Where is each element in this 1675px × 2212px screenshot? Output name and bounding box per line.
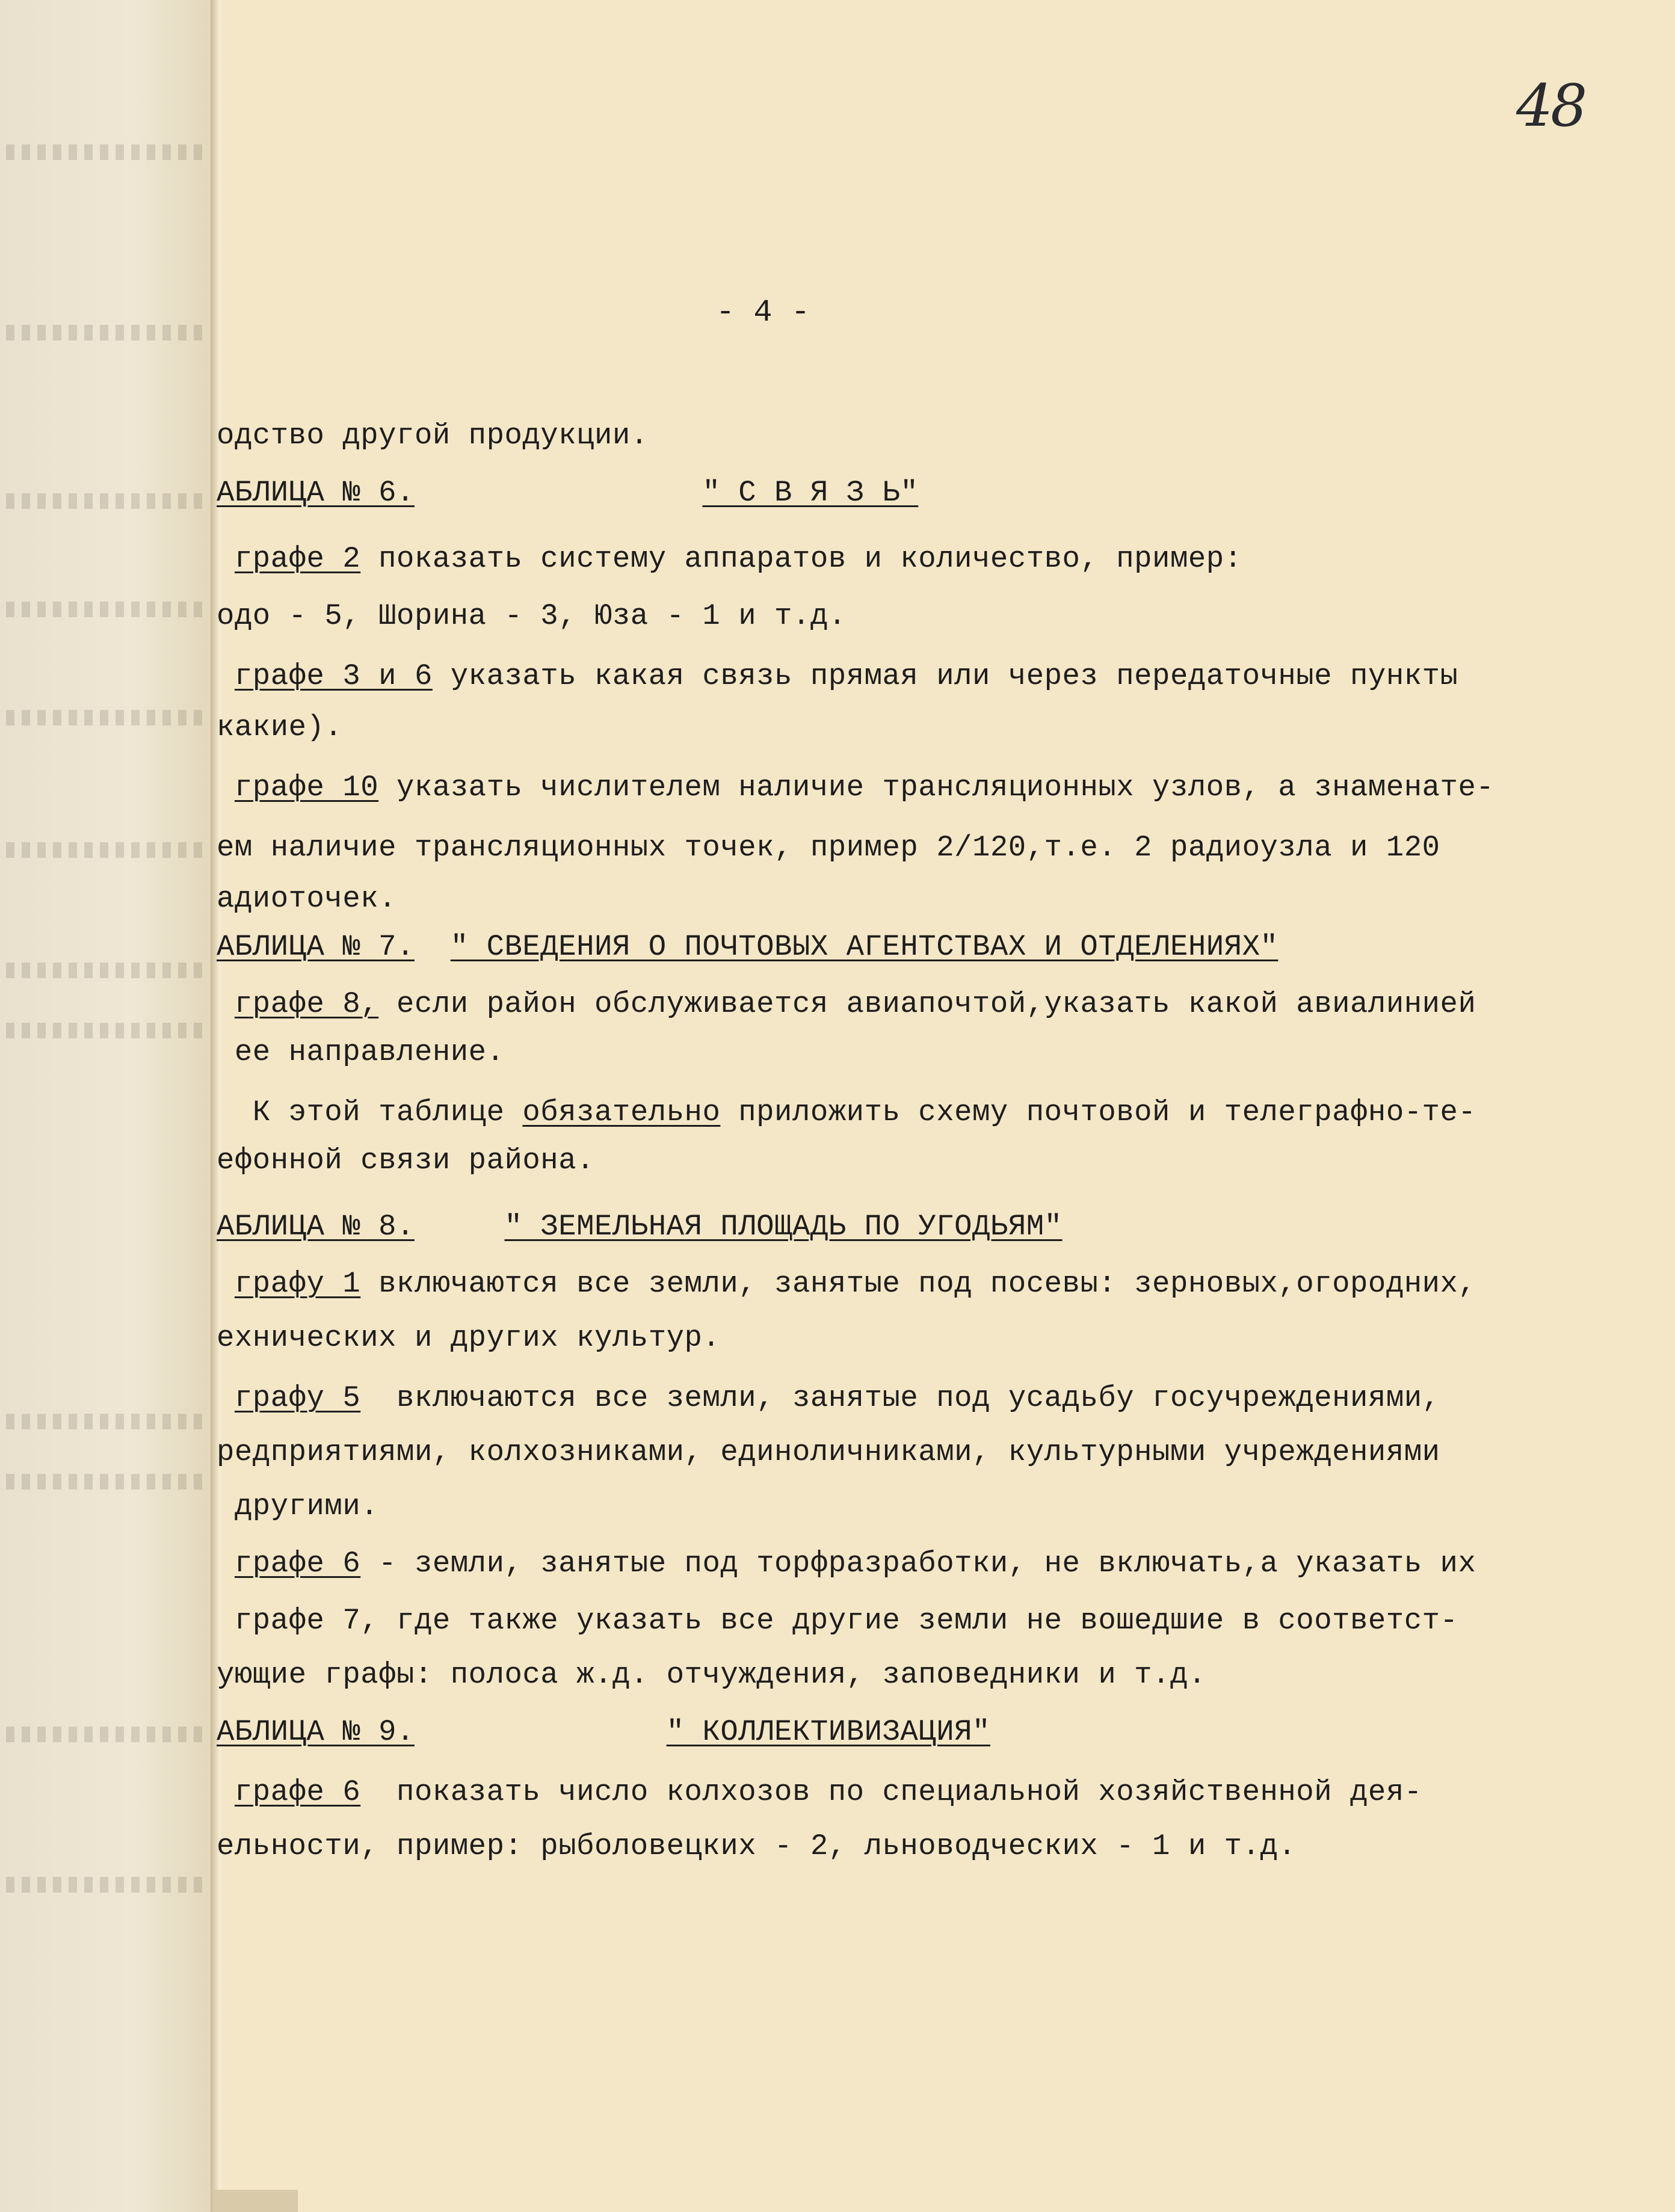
text-span: графе 7, где также указать все другие земли не вошедшие в соответст- — [217, 1604, 1458, 1637]
text-span: какие). — [217, 710, 343, 744]
underlined-term: " КОЛЛЕКТИВИЗАЦИЯ" — [666, 1715, 990, 1749]
text-line — [217, 544, 1242, 574]
bleed-through-text — [6, 1414, 205, 1429]
text-span — [415, 1210, 505, 1243]
text-span: ефонной связи района. — [217, 1144, 595, 1177]
underlined-term: " ЗЕМЕЛЬНАЯ ПЛОЩАДЬ ПО УГОДЬЯМ" — [504, 1210, 1063, 1243]
underlined-term: графе 2 — [234, 542, 361, 576]
previous-page-edge — [0, 0, 223, 2212]
bleed-through-text — [6, 493, 205, 509]
bleed-through-text — [6, 1474, 205, 1490]
bleed-through-text — [6, 325, 205, 340]
text-span: приложить схему почтовой и телеграфно-те- — [720, 1095, 1476, 1129]
text-line — [217, 1212, 1063, 1242]
underlined-term: графе 6 — [234, 1775, 361, 1809]
bleed-through-text — [6, 144, 205, 160]
text-span: одство другой продукции. — [217, 419, 649, 452]
bleed-through-text — [6, 1023, 205, 1038]
text-span: ельности, пример: рыболовецких - 2, льноводческих - 1 и т.д. — [217, 1829, 1297, 1863]
text-line — [217, 1715, 990, 1749]
underlined-term: " СВЕДЕНИЯ О ПОЧТОВЫХ АГЕНТСТВАХ И ОТДЕЛЕНИЯХ" — [450, 930, 1279, 964]
text-span: ующие графы: полоса ж.д. отчуждения, заповедники и т.д. — [217, 1658, 1206, 1692]
text-span: одо - 5, Шорина - 3, Юза - 1 и т.д. — [217, 599, 847, 633]
underlined-term: АБЛИЦА № 8. — [217, 1210, 415, 1243]
text-line — [217, 1549, 1476, 1579]
text-line — [217, 833, 1440, 863]
text-line — [217, 1323, 720, 1353]
bleed-through-text — [6, 602, 205, 617]
text-span — [217, 771, 235, 804]
text-span: указать какая связь прямая или через передаточные пункты — [432, 659, 1458, 693]
text-line — [217, 659, 1458, 693]
bleed-through-text — [6, 963, 205, 978]
underlined-term: графе 10 — [234, 771, 379, 804]
text-span: если район обслуживается авиапочтой,указать какой авиалинией — [378, 987, 1476, 1021]
text-line — [217, 1606, 1458, 1636]
text-span: ем наличие трансляционных точек, пример 2/120,т.е. 2 радиоузла и 120 — [217, 831, 1440, 864]
text-line — [217, 478, 918, 508]
underlined-term: графе 8, — [234, 987, 379, 1021]
text-line — [217, 1095, 1476, 1129]
text-span — [415, 930, 451, 964]
text-span: ее направление. — [217, 1035, 505, 1069]
text-line — [217, 1435, 1440, 1469]
text-line — [217, 599, 847, 633]
text-span — [415, 1715, 667, 1749]
text-span — [217, 987, 235, 1021]
bleed-through-text — [6, 710, 205, 726]
text-span: редприятиями, колхозниками, единоличниками, культурными учреждениями — [217, 1435, 1440, 1469]
text-span: - земли, занятые под торфразработки, не включать,а указать их — [360, 1547, 1476, 1580]
binding-strip — [214, 2190, 298, 2212]
text-line — [217, 987, 1476, 1021]
text-line — [217, 1381, 1440, 1415]
text-span: указать числителем наличие трансляционных узлов, а знаменате- — [378, 771, 1495, 804]
text-span — [217, 1775, 235, 1809]
text-span — [217, 1381, 235, 1415]
text-line — [217, 1269, 1476, 1299]
text-span: показать систему аппаратов и количество, пример: — [360, 542, 1242, 576]
text-span: включаются все земли, занятые под посевы: зерновых,огородних, — [360, 1267, 1476, 1301]
page-number: - 4 - — [716, 295, 810, 330]
underlined-term: обязательно — [522, 1095, 721, 1129]
text-line — [217, 884, 396, 914]
underlined-term: графу 5 — [234, 1381, 361, 1415]
bleed-through-text — [6, 1727, 205, 1742]
text-line — [217, 1660, 1206, 1690]
text-span — [415, 476, 702, 510]
underlined-term: графу 1 — [234, 1267, 361, 1301]
text-line — [217, 1829, 1297, 1863]
text-line — [217, 932, 1278, 962]
text-span — [217, 1267, 235, 1301]
bleed-through-text — [6, 1877, 205, 1893]
underlined-term: АБЛИЦА № 9. — [217, 1715, 415, 1749]
text-line — [217, 1035, 505, 1069]
underlined-term: графе 3 и 6 — [234, 659, 433, 693]
text-line — [217, 421, 649, 451]
text-line — [217, 773, 1494, 803]
text-span: адиоточек. — [217, 882, 397, 916]
text-line — [217, 1775, 1422, 1809]
underlined-term: АБЛИЦА № 7. — [217, 930, 415, 964]
text-span: ехнических и других культур. — [217, 1321, 721, 1355]
underlined-term: графе 6 — [234, 1547, 361, 1580]
text-line — [217, 710, 343, 744]
text-span: включаются все земли, занятые под усадьбу госучреждениями, — [360, 1381, 1440, 1415]
text-span: показать число колхозов по специальной хозяйственной дея- — [360, 1775, 1422, 1809]
text-span — [217, 542, 235, 576]
text-span — [217, 1547, 235, 1580]
underlined-term: АБЛИЦА № 6. — [217, 476, 415, 510]
text-line — [217, 1146, 594, 1175]
underlined-term: " С В Я З Ь" — [702, 476, 919, 510]
bleed-through-text — [6, 842, 205, 858]
text-span: другими. — [217, 1490, 379, 1523]
text-span: К этой таблице — [217, 1095, 523, 1129]
text-span — [217, 659, 235, 693]
handwritten-folio-number: 48 — [1516, 72, 1585, 140]
text-line — [217, 1492, 378, 1521]
